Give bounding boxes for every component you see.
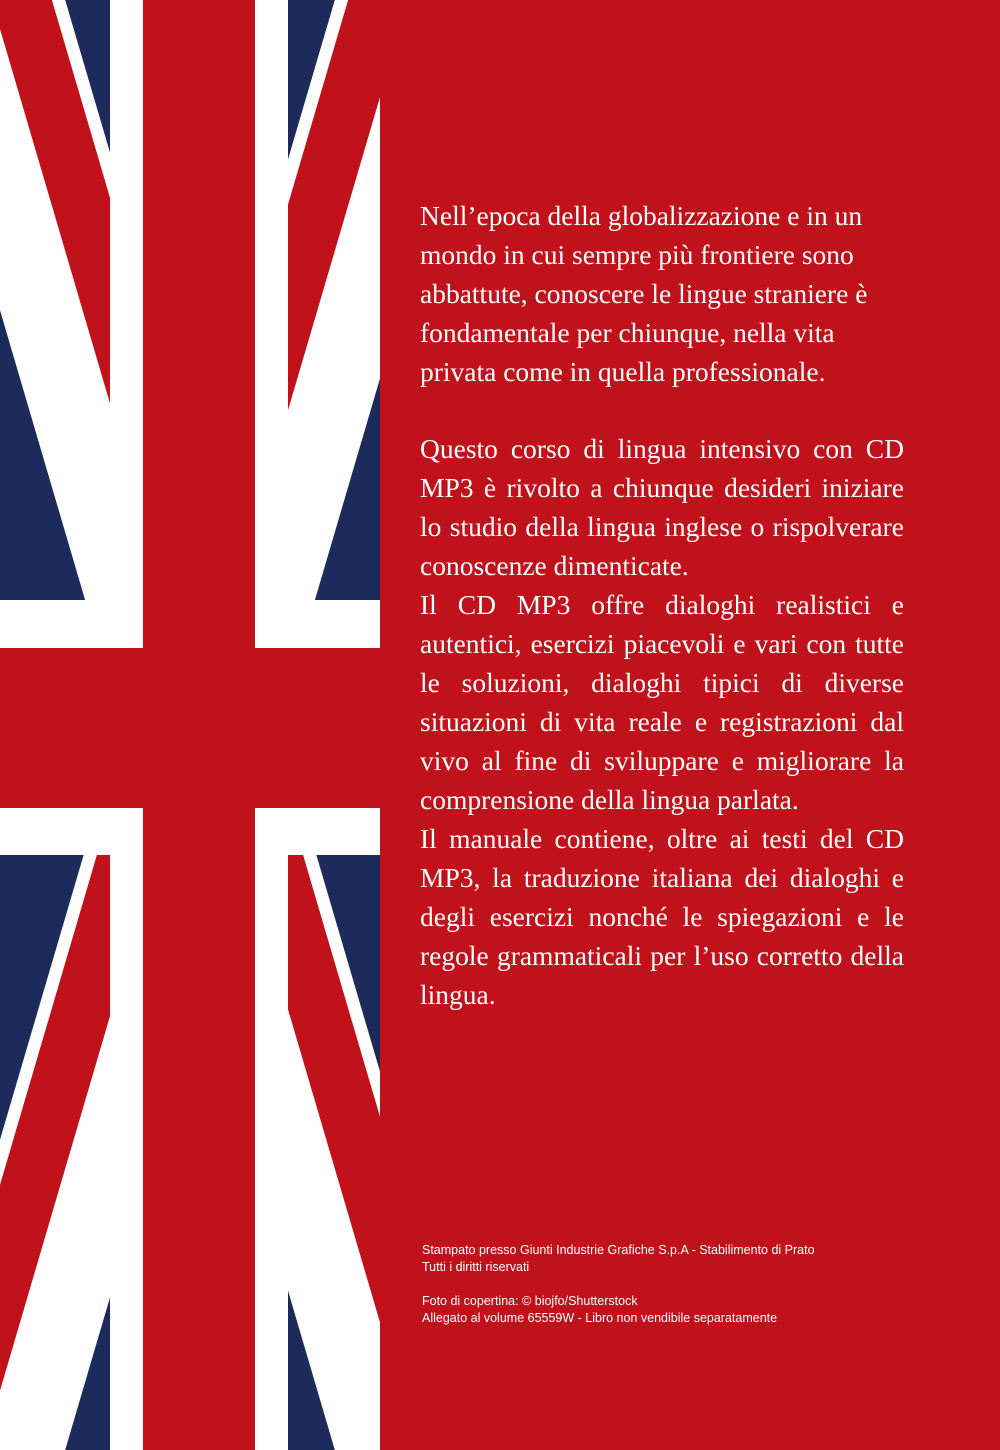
- union-jack-flag: [0, 0, 395, 1450]
- paragraph-intro: Nell’epoca della globalizzazione e in un mondo in cui sempre più frontiere sono abbattute, conoscere le lingue straniere è fondamentale per chiunque, nella vita privata come in quella professionale.: [420, 200, 868, 387]
- attachment-line: Allegato al volume 65559W - Libro non vendibile separatamente: [422, 1311, 778, 1325]
- paragraph-manual-content: Il manuale contiene, oltre ai testi del CD MP3, la traduzione italiana dei dialoghi e degli esercizi nonché le spiegazioni e le regole grammaticali per l’uso corretto della lingua.: [420, 823, 904, 1010]
- back-cover-copy: [420, 196, 904, 1014]
- rights-line: Tutti i diritti riservati: [422, 1260, 530, 1274]
- print-info-line: Stampato presso Giunti Industrie Grafiche S.p.A - Stabilimento di Prato: [422, 1243, 815, 1257]
- paragraph-cd-content: Il CD MP3 offre dialoghi realistici e autentici, esercizi piacevoli e vari con tutte le soluzioni, dialoghi tipici di diverse situazioni di vita reale e registrazioni dal vivo al fine di sviluppare e migliorare la comprensione della lingua parlata.: [420, 589, 904, 815]
- colophon-gap: [422, 1276, 942, 1293]
- paragraph-course: Questo corso di lingua intensivo con CD MP3 è rivolto a chiunque desideri iniziare lo studio della lingua inglese o rispolverare conoscenze dimenticate.: [420, 433, 904, 581]
- colophon: [422, 1242, 942, 1327]
- photo-credit-line: Foto di copertina: © biojfo/Shutterstock: [422, 1294, 638, 1308]
- paragraph-gap: [420, 391, 904, 429]
